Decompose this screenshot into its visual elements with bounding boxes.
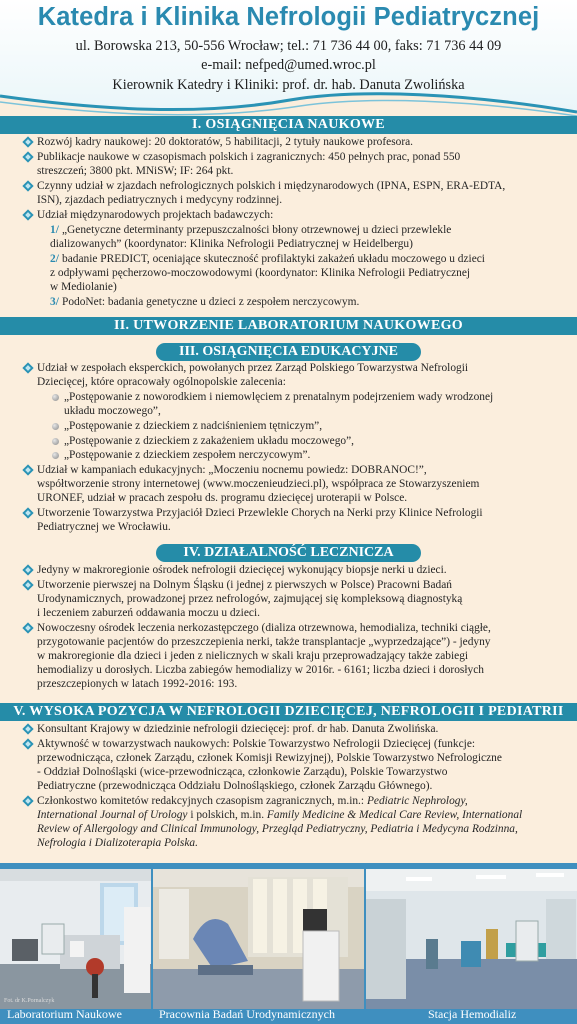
s3-bullet-2-line2: współtworzenie strony internetowej (www.moczenieudzieci.pl), współpraca ze Stowarzyszeniem — [37, 478, 480, 490]
s4-bullet-2-line2: Urodynamicznych, prowadzonej przez nefrologów, zajmującej się kompleksową diagnostyką — [37, 593, 463, 605]
photo-strip — [0, 863, 577, 1024]
diamond-bullet-icon — [22, 180, 33, 191]
s5-bullet-1: Konsultant Krajowy w dziedzinie nefrologii dziecięcej: prof. dr hab. Danuta Zwolińska. — [37, 723, 439, 735]
circle-bullet-icon — [52, 452, 59, 459]
s5-bullet-2-line1: Aktywność w towarzystwach naukowych: Polskie Towarzystwo Nefrologii Dziecięcej (funkcje: — [37, 738, 476, 750]
s3-bullet-2-line1: Udział w kampaniach edukacyjnych: „Moczeniu nocnemu powiedz: DOBRANOC!”, — [37, 464, 427, 476]
s3-bullet-1-line1: Udział w zespołach eksperckich, powołanych przez Zarząd Polskiego Towarzystwa Nefrologii — [37, 362, 469, 374]
diamond-bullet-icon — [22, 209, 33, 220]
circle-bullet-icon — [52, 438, 59, 445]
project-2-line3: w Mediolanie) — [50, 281, 117, 293]
project-2-line2: z odpływami pęcherzowo-moczowodowymi (koordynator: Klinika Nefrologii Pediatrycznej — [50, 267, 471, 279]
header-email: e-mail: nefped@umed.wroc.pl — [201, 57, 376, 73]
diamond-bullet-icon — [22, 622, 33, 633]
s1-bullet-3-line1: Czynny udział w zjazdach nefrologicznych polskich i międzynarodowych (IPNA, ESPN, ERA-EDTA, — [37, 180, 506, 192]
diamond-bullet-icon — [22, 136, 33, 147]
header-head: Kierownik Katedry i Kliniki: prof. dr. hab. Danuta Zwolińska — [112, 77, 465, 93]
s5-bullet-3-line4: Nefrologia i Dializoterapia Polska. — [37, 837, 198, 849]
s1-bullet-3-line2: ISN), zjazdach pediatrycznych i medycyny rodzinnej. — [37, 194, 283, 206]
s4-bullet-1: Jedyny w makroregionie ośrodek nefrologii dziecięcej wykonujący biopsje nerki u dzieci. — [37, 564, 447, 576]
s5-bullet-2-line3: - Oddział Dolnośląski (wice-przewodnicząca, członkowie Zarządu), Polskie Towarzystwo — [37, 766, 448, 778]
s4-bullet-3-line5: przeszczepionych w latach 1992-2016: 193. — [37, 678, 238, 690]
s3-bullet-3-line2: Pediatrycznej we Wrocławiu. — [37, 521, 171, 533]
project-1-number: 1/ — [50, 224, 59, 236]
s5-bullet-3-line1: Członkostwo komitetów redakcyjnych czasopism zagranicznych, m.in.: Pediatric Nephrology, — [37, 795, 468, 807]
s5-bullet-3-line2: International Journal of Urology i polskich, m.in. Family Medicine & Medical Care Review, International — [37, 809, 523, 821]
diamond-bullet-icon — [22, 151, 33, 162]
project-1-line1: „Genetyczne determinanty przepuszczalności błony otrzewnowej u dzieci przewlekle — [62, 224, 452, 236]
s4-bullet-3-line3: w makroregionie dla dzieci i jeden z nielicznych w skali kraju przeprowadzający także zabiegi — [37, 650, 469, 662]
s3-bullet-3-line1: Utworzenie Towarzystwa Przyjaciół Dzieci Przewlekle Chorych na Nerki przy Klinice Nefrologii — [37, 507, 483, 519]
caption-hemodialysis: Stacja Hemodializ — [428, 1007, 517, 1021]
diamond-bullet-icon — [22, 738, 33, 749]
section-3-title: III. OSIĄGNIĘCIA EDUKACYJNE — [156, 343, 421, 361]
s3-bullet-2-line3: URONEF, udział w pracach zespołu ds. programu dziecięcej uroterapii w Polsce. — [37, 492, 408, 504]
project-2-number: 2/ — [50, 253, 59, 265]
urodynamics-photo — [153, 869, 364, 1009]
project-3-number: 3/ — [50, 296, 59, 308]
s3-sub-4: „Postępowanie z dzieckiem zespołem nerczycowym”. — [64, 449, 311, 461]
s3-sub-1-line1: „Postępowanie z noworodkiem i niemowlęciem z prenatalnym podejrzeniem wady wrodzonej — [64, 391, 494, 403]
s4-bullet-2-line1: Utworzenie pierwszej na Dolnym Śląsku (i jednej z pierwszych w Polsce) Pracowni Badań — [37, 579, 453, 591]
s1-bullet-1: Rozwój kadry naukowej: 20 doktoratów, 5 habilitacji, 2 tytuły naukowe profesora. — [37, 136, 414, 148]
section-1-title: I. OSIĄGNIĘCIA NAUKOWE — [0, 116, 577, 134]
s1-bullet-2-line1: Publikacje naukowe w czasopismach polskich i zagranicznych: 450 pełnych prac, ponad 550 — [37, 151, 461, 163]
header — [0, 0, 577, 110]
laboratory-photo — [0, 869, 151, 1009]
photo-credit: Fot. dr K.Pornalczyk — [4, 998, 55, 1004]
section-5-title: V. WYSOKA POZYCJA W NEFROLOGII DZIECIĘCEJ, NEFROLOGII I PEDIATRII — [0, 703, 577, 721]
diamond-bullet-icon — [22, 464, 33, 475]
s4-bullet-2-line3: i leczeniem zaburzeń oddawania moczu u dzieci. — [37, 607, 260, 619]
s1-bullet-2-line2: streszczeń; 3800 pkt. MNiSW; IF: 264 pkt. — [37, 165, 234, 177]
circle-bullet-icon — [52, 394, 59, 401]
header-title: Katedra i Klinika Nefrologii Pediatrycznej — [37, 3, 540, 31]
s3-sub-2: „Postępowanie z dzieckiem z nadciśnieniem tętniczym”, — [64, 420, 323, 432]
caption-urodynamics: Pracownia Badań Urodynamicznych — [159, 1007, 335, 1021]
project-1-line2: dializowanych” (koordynator: Klinika Nefrologii Pediatrycznej w Heidelbergu) — [50, 238, 413, 250]
s3-bullet-1-line2: Dziecięcej, które opracowały ogólnopolskie zalecenia: — [37, 376, 286, 388]
s4-bullet-3-line4: hemodializy u dorosłych. Liczba zabiegów hemodializy w 2016r. - 6161; liczba dzieci i dorosłych — [37, 664, 484, 676]
circle-bullet-icon — [52, 423, 59, 430]
s4-bullet-3-line1: Nowoczesny ośrodek leczenia nerkozastępczego (dializa otrzewnowa, hemodializa, techniki ciągłe, — [37, 622, 491, 634]
hemodialysis-photo — [366, 869, 577, 1009]
project-3-line1: PodoNet: badania genetyczne u dzieci z zespołem nerczycowym. — [62, 296, 360, 308]
s5-bullet-2-line4: Pediatryczne (przewodnicząca Oddziału Dolnośląskiego, członek Zarządu Głównego). — [37, 780, 433, 792]
diamond-bullet-icon — [22, 579, 33, 590]
project-2-line1: badanie PREDICT, oceniające skuteczność profilaktyki zakażeń układu moczowego u dzieci — [62, 253, 485, 265]
caption-laboratory: Laboratorium Naukowe — [7, 1007, 122, 1021]
s1-bullet-4: Udział międzynarodowych projektach badawczych: — [37, 209, 274, 221]
section-2-title: II. UTWORZENIE LABORATORIUM NAUKOWEGO — [0, 317, 577, 335]
s3-sub-1-line2: układu moczowego”, — [64, 405, 161, 417]
s5-bullet-3-line3: Review of Allergology and Clinical Immunology, Przegląd Pediatryczny, Pediatria i Medycyna Rodzinna, — [37, 823, 518, 835]
header-address: ul. Borowska 213, 50-556 Wrocław; tel.: 71 736 44 00, faks: 71 736 44 09 — [75, 38, 502, 54]
diamond-bullet-icon — [22, 362, 33, 373]
s4-bullet-3-line2: przygotowanie pacjentów do przeszczepienia nerki, także transplantacje „wyprzedzające”) - jedyny — [37, 636, 491, 648]
s3-sub-3: „Postępowanie z dzieckiem z zakażeniem układu moczowego”, — [64, 435, 355, 447]
s5-bullet-2-line2: przewodnicząca, członek Zarządu, członek Komisji Rewizyjnej), Polskie Towarzystwo Nefrologiczne — [37, 752, 502, 764]
section-4-title: IV. DZIAŁALNOŚĆ LECZNICZA — [156, 544, 421, 562]
diamond-bullet-icon — [22, 564, 33, 575]
diamond-bullet-icon — [22, 723, 33, 734]
diamond-bullet-icon — [22, 795, 33, 806]
diamond-bullet-icon — [22, 507, 33, 518]
